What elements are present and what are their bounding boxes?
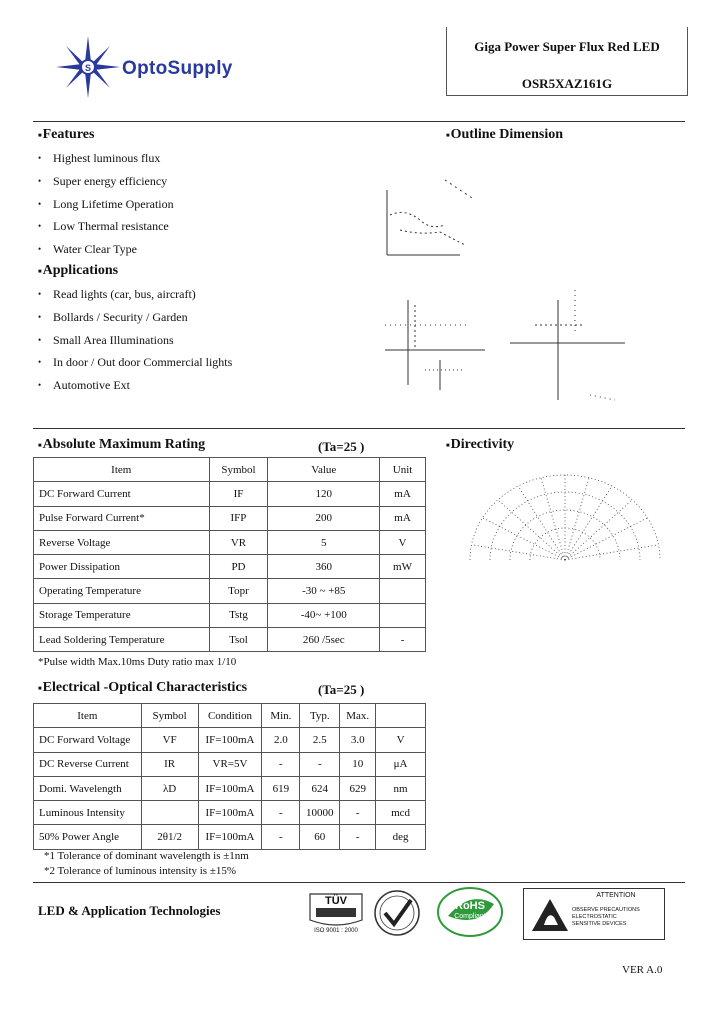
cell: mA [380,506,426,530]
cell: -40~ +100 [268,603,380,627]
applications-list [33,286,232,400]
list-item: • Water Clear Type [33,241,174,264]
cell: V [376,728,426,752]
cell: Storage Temperature [34,603,210,627]
rohs-badge [434,886,506,938]
header-min: Min. [262,704,300,728]
list-item: • Bollards / Security / Garden [33,309,232,332]
header-typ: Typ. [300,704,340,728]
cell [380,579,426,603]
cell: Pulse Forward Current* [34,506,210,530]
header-value: Value [268,458,380,482]
cell: 624 [300,776,340,800]
cell: λD [141,776,198,800]
table-header-row [34,458,426,482]
table-row [34,825,426,849]
table-row [34,728,426,752]
cell: VR [209,530,268,554]
cell: μA [376,752,426,776]
directivity-title: ■ Directivity [446,437,514,453]
header-symbol: Symbol [141,704,198,728]
cell: Operating Temperature [34,579,210,603]
product-title: Giga Power Super Flux Red LED [474,39,660,54]
table-row [34,555,426,579]
rohs-label: RoHS [455,900,485,912]
cell: IF=100mA [198,776,262,800]
header-condition: Condition [198,704,262,728]
eo-table [33,703,426,850]
company-logo [52,34,282,100]
cell: Domi. Wavelength [34,776,142,800]
cell: Tstg [209,603,268,627]
table-row [34,482,426,506]
divider-top [33,121,685,122]
eo-note-2: *2 Tolerance of luminous intensity is ±15% [44,865,237,877]
cell: DC Forward Current [34,482,210,506]
esd-warning-icon [530,897,570,933]
eo-title: ■ Electrical -Optical Characteristics [38,680,247,696]
header-unit [376,704,426,728]
cell: IF=100mA [198,728,262,752]
cell: IF=100mA [198,801,262,825]
cell: 10 [340,752,376,776]
cell: 2.0 [262,728,300,752]
cell: 50% Power Angle [34,825,142,849]
cell: mW [380,555,426,579]
table-row [34,776,426,800]
cell: VR=5V [198,752,262,776]
cell: V [380,530,426,554]
cell: - [380,628,426,652]
directivity-polar-chart [465,470,665,565]
attention-line: OBSERVE PRECAUTIONS [572,907,640,913]
cell: Topr [209,579,268,603]
attention-lines [572,907,662,928]
cell: PD [209,555,268,579]
cell: DC Reverse Current [34,752,142,776]
table-row [34,530,426,554]
rohs-leaf-icon [434,886,506,938]
cell: mA [380,482,426,506]
header-unit: Unit [380,458,426,482]
header-item: Item [34,458,210,482]
cell: Lead Soldering Temperature [34,628,210,652]
tuv-sub: ISO 9001 : 2000 [314,928,358,934]
table-row [34,628,426,652]
svg-text:S: S [84,63,92,73]
compliance-check-badge [372,888,422,938]
cell: 629 [340,776,376,800]
cell: - [340,825,376,849]
table-row [34,752,426,776]
cell [380,603,426,627]
header-symbol: Symbol [209,458,268,482]
features-title: ■ Features [38,127,94,143]
list-item: • Super energy efficiency [33,173,174,196]
cell: DC Forward Voltage [34,728,142,752]
list-item: • Long Lifetime Operation [33,196,174,219]
cell: 5 [268,530,380,554]
outline-title: ■ Outline Dimension [446,127,563,143]
abs-max-title: ■ Absolute Maximum Rating [38,437,205,453]
cell: 200 [268,506,380,530]
tuv-label: TÜV [325,895,347,907]
table-row [34,506,426,530]
table-row [34,801,426,825]
abs-max-condition: (Ta=25 ) [318,439,365,454]
cell: - [300,752,340,776]
title-box [446,27,688,96]
attention-title: ATTENTION [596,892,636,899]
cell: VF [141,728,198,752]
version-label: VER A.0 [622,964,663,976]
cell: IF=100mA [198,825,262,849]
cell: Power Dissipation [34,555,210,579]
esd-attention-badge [523,888,665,940]
cell: 2θ1/2 [141,825,198,849]
abs-max-note: *Pulse width Max.10ms Duty ratio max 1/10 [38,656,237,668]
company-tagline: LED & Application Technologies [38,903,221,918]
cell: 120 [268,482,380,506]
list-item: • Small Area Illuminations [33,332,232,355]
cell: 10000 [300,801,340,825]
cell: - [262,801,300,825]
cell: mcd [376,801,426,825]
cell: - [262,752,300,776]
table-header-row [34,704,426,728]
cell: deg [376,825,426,849]
cell: Reverse Voltage [34,530,210,554]
tuv-cert-badge [306,890,366,938]
cell: Luminous Intensity [34,801,142,825]
checkmark-seal-icon [372,888,422,938]
cell: IR [141,752,198,776]
cell: 2.5 [300,728,340,752]
attention-line: ELECTROSTATIC [572,914,617,920]
list-item: • In door / Out door Commercial lights [33,354,232,377]
divider-bottom [33,882,685,883]
starburst-logo-icon [52,34,124,100]
cell: - [262,825,300,849]
cell: 3.0 [340,728,376,752]
part-number: OSR5XAZ161G [521,76,613,91]
cell: 60 [300,825,340,849]
applications-title: ■ Applications [38,263,118,279]
header-item: Item [34,704,142,728]
eo-condition: (Ta=25 ) [318,682,365,697]
list-item: • Read lights (car, bus, aircraft) [33,286,232,309]
cell: Tsol [209,628,268,652]
cell: 260 /5sec [268,628,380,652]
list-item: • Automotive Ext [33,377,232,400]
cell: IFP [209,506,268,530]
cell: 619 [262,776,300,800]
table-row [34,579,426,603]
outline-drawing [360,160,660,425]
header-max: Max. [340,704,376,728]
cell [141,801,198,825]
cell: IF [209,482,268,506]
cell: nm [376,776,426,800]
abs-max-table [33,457,426,652]
features-list [33,150,174,264]
list-item: • Highest luminous flux [33,150,174,173]
cell: -30 ~ +85 [268,579,380,603]
eo-note-1: *1 Tolerance of dominant wavelength is ±1nm [44,850,249,862]
cell: - [340,801,376,825]
table-row [34,603,426,627]
attention-line: SENSITIVE DEVICES [572,921,627,927]
brand-name: OptoSupply [122,58,233,79]
list-item: • Low Thermal resistance [33,218,174,241]
cell: 360 [268,555,380,579]
rohs-sub: Compliant [454,913,486,920]
divider-mid [33,428,685,429]
